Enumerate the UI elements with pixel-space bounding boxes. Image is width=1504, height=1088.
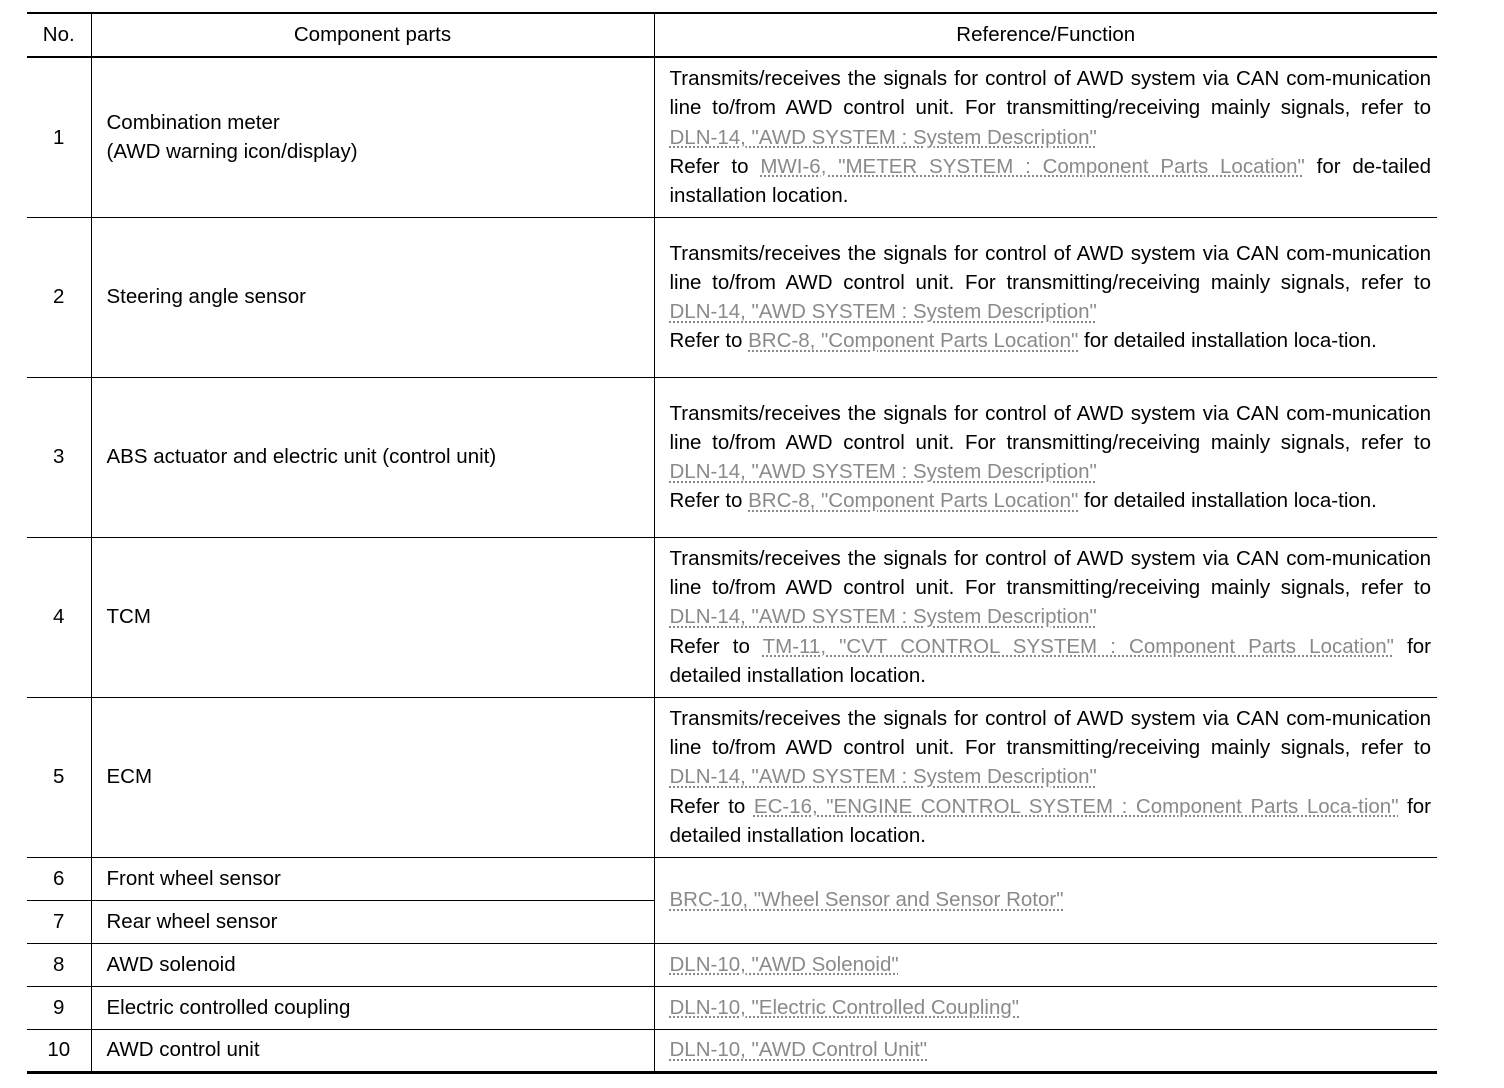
row-number: 2 xyxy=(27,217,91,377)
table-row xyxy=(27,1029,1437,1072)
system-description-link[interactable]: DLN-14, "AWD SYSTEM : System Description" xyxy=(669,765,1097,789)
table-row xyxy=(27,537,1437,697)
system-description-link[interactable]: DLN-14, "AWD SYSTEM : System Description" xyxy=(669,605,1097,629)
table-row xyxy=(27,57,1437,217)
table-row xyxy=(27,377,1437,537)
component-name: Steering angle sensor xyxy=(91,217,654,377)
component-name: Rear wheel sensor xyxy=(91,900,654,943)
row-number: 1 xyxy=(27,57,91,217)
table-row xyxy=(27,857,1437,900)
component-subtitle: (AWD warning icon/display) xyxy=(106,140,358,164)
row-number: 10 xyxy=(27,1029,91,1072)
reference-cell xyxy=(654,1029,1437,1072)
component-name: TCM xyxy=(91,537,654,697)
awd-solenoid-link[interactable]: DLN-10, "AWD Solenoid" xyxy=(669,952,899,976)
component-name: ECM xyxy=(91,697,654,857)
component-location-link[interactable]: MWI-6, "METER SYSTEM : Component Parts Location" xyxy=(760,154,1305,178)
reference-cell: Transmits/receives the signals for control of AWD system via CAN com-munication line to/from AWD control unit. For transmitting/receiving mainly signals, refer to DLN-14, "AWD SYSTEM : System Description" Refer to TM-11, "CVT CONTROL SYSTEM : Component Parts Location" for detailed installation location. xyxy=(654,537,1437,697)
component-location-link[interactable]: BRC-8, "Component Parts Location" xyxy=(748,489,1079,513)
row-number: 8 xyxy=(27,943,91,986)
component-location-link[interactable]: EC-16, "ENGINE CONTROL SYSTEM : Component Parts Loca-tion" xyxy=(753,794,1399,818)
row-number: 5 xyxy=(27,697,91,857)
component-name: Front wheel sensor xyxy=(91,857,654,900)
awd-control-unit-link[interactable]: DLN-10, "AWD Control Unit" xyxy=(669,1038,928,1062)
row-number: 9 xyxy=(27,986,91,1029)
header-no: No. xyxy=(27,13,91,57)
row-number: 3 xyxy=(27,377,91,537)
reference-cell: Transmits/receives the signals for control of AWD system via CAN com-munication line to/from AWD control unit. For transmitting/receiving mainly signals, refer to DLN-14, "AWD SYSTEM : System Description" Refer to BRC-8, "Component Parts Location" for detailed installation loca-tion. xyxy=(654,217,1437,377)
system-description-link[interactable]: DLN-14, "AWD SYSTEM : System Description" xyxy=(669,460,1097,483)
table-row xyxy=(27,986,1437,1029)
row-number: 4 xyxy=(27,537,91,697)
reference-cell: Transmits/receives the signals for control of AWD system via CAN com-munication line to/from AWD control unit. For transmitting/receiving mainly signals, refer to DLN-14, "AWD SYSTEM : System Description" Refer to EC-16, "ENGINE CONTROL SYSTEM : Component Parts Loca-tion" for detailed installation location. xyxy=(654,697,1437,857)
row-number: 6 xyxy=(27,857,91,900)
header-row xyxy=(27,13,1437,57)
table-row xyxy=(27,217,1437,377)
component-name: Electric controlled coupling xyxy=(91,986,654,1029)
component-location-link[interactable]: TM-11, "CVT CONTROL SYSTEM : Component Parts Location" xyxy=(762,634,1394,658)
component-name: AWD control unit xyxy=(91,1029,654,1072)
system-description-link[interactable]: DLN-14, "AWD SYSTEM : System Description" xyxy=(669,300,1097,323)
reference-cell: Transmits/receives the signals for control of AWD system via CAN com-munication line to/from AWD control unit. For transmitting/receiving mainly signals, refer to DLN-14, "AWD SYSTEM : System Description" Refer to MWI-6, "METER SYSTEM : Component Parts Location" for de-tailed installation location. xyxy=(654,57,1437,217)
component-name: ABS actuator and electric unit (control unit) xyxy=(91,377,654,537)
component-parts-table xyxy=(27,12,1437,1074)
header-component-parts: Component parts xyxy=(91,13,654,57)
component-name: Combination meter (AWD warning icon/display) xyxy=(91,57,654,217)
component-name: AWD solenoid xyxy=(91,943,654,986)
reference-cell xyxy=(654,857,1437,943)
reference-cell: Transmits/receives the signals for control of AWD system via CAN com-munication line to/from AWD control unit. For transmitting/receiving mainly signals, refer to DLN-14, "AWD SYSTEM : System Description" Refer to BRC-8, "Component Parts Location" for detailed installation loca-tion. xyxy=(654,377,1437,537)
system-description-link[interactable]: DLN-14, "AWD SYSTEM : System Description" xyxy=(669,125,1097,149)
header-reference-function: Reference/Function xyxy=(654,13,1437,57)
component-location-link[interactable]: BRC-8, "Component Parts Location" xyxy=(748,329,1079,353)
row-number: 7 xyxy=(27,900,91,943)
reference-cell xyxy=(654,943,1437,986)
wheel-sensor-link[interactable]: BRC-10, "Wheel Sensor and Sensor Rotor" xyxy=(669,888,1064,912)
reference-cell xyxy=(654,986,1437,1029)
table-row xyxy=(27,697,1437,857)
table-row xyxy=(27,943,1437,986)
coupling-link[interactable]: DLN-10, "Electric Controlled Coupling" xyxy=(669,995,1020,1019)
